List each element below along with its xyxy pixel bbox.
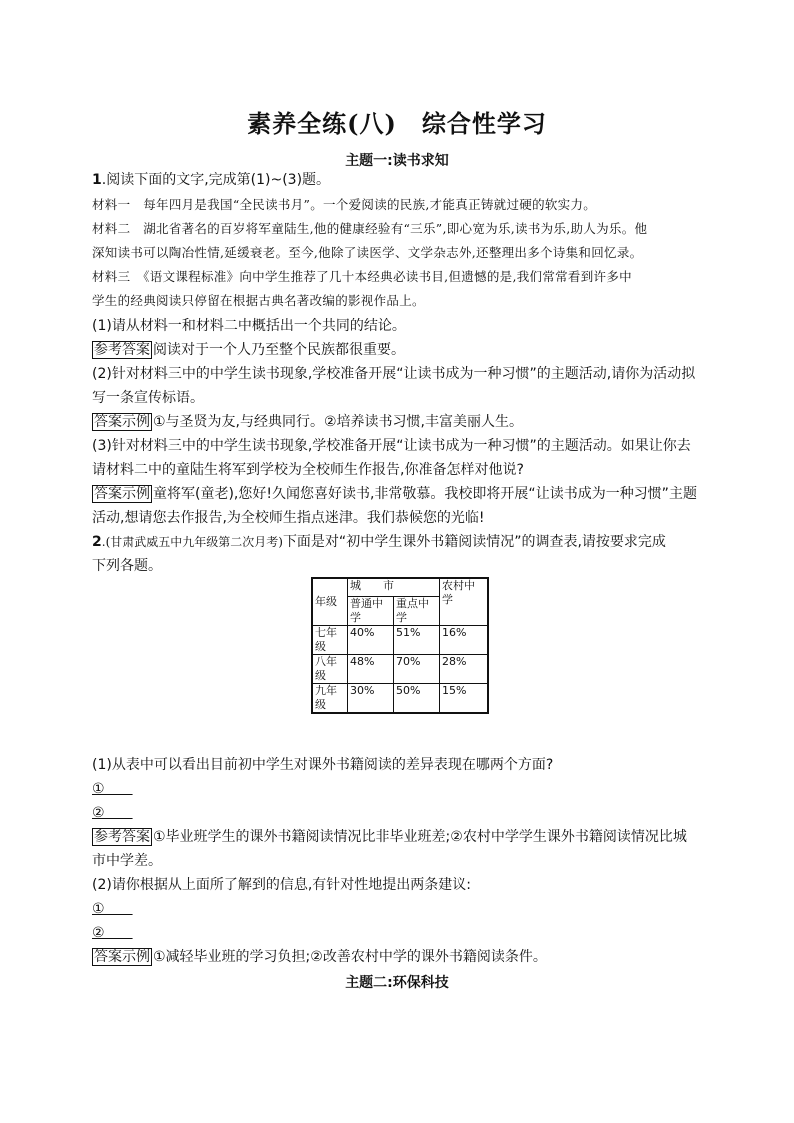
material-two-line-2: 深知读书可以陶冶性情,延缓衰老。至今,他除了读医学、文学杂志外,还整理出多个诗集和回忆录。 (92, 245, 643, 260)
q2-intro-text: 下面是对“初中学生课外书籍阅读情况”的调查表,请按要求完成 (282, 534, 666, 550)
q1-intro (92, 170, 330, 190)
sample-answer-tag: 答案示例 (94, 414, 150, 430)
header-city: 城 市 (348, 578, 440, 597)
rural-cell: 28% (440, 655, 489, 684)
q2-intro-line-1 (92, 532, 666, 552)
q2-sub1-question: (1)从表中可以看出目前初中学生对课外书籍阅读的差异表现在哪两个方面? (92, 757, 554, 773)
table-row (312, 655, 488, 684)
q1-sub3-answer-text-1: 童将军(童老),您好!久闻您喜好读书,非常敬慕。我校即将开展“让读书成为一种习惯”主题 (153, 486, 697, 502)
blank-text: ① (92, 781, 133, 797)
page-title: 素养全练(八) 综合性学习 (247, 109, 547, 138)
rural-cell: 15% (440, 684, 489, 714)
q1-sub2-answer (92, 412, 523, 432)
table-row (312, 626, 488, 655)
reference-answer-tag: 参考答案 (94, 342, 150, 358)
sample-answer-tag: 答案示例 (94, 949, 150, 965)
q1-sub1-answer-text: 阅读对于一个人乃至整个民族都很重要。 (153, 342, 405, 358)
q2-sub2-answer-text: ①减轻毕业班的学习负担;②改善农村中学的课外书籍阅读条件。 (153, 949, 547, 965)
q1-sub3-question-1: (3)针对材料三中的中学生读书现象,学校准备开展“让读书成为一种习惯”的主题活动。如果让你去 (92, 438, 691, 454)
material-three-text-1: 《语文课程标准》向中学生推荐了几十本经典必读书目,但遗憾的是,我们常常看到许多中 (143, 269, 632, 284)
rural-cell: 16% (440, 626, 489, 655)
material-two-text-1: 湖北省著名的百岁将军童陆生,他的健康经验有“三乐”,即心宽为乐,读书为乐,助人为乐。他 (143, 221, 648, 236)
blank-text: ② (92, 925, 133, 941)
table-row (312, 684, 488, 714)
material-three-label: 材料三 (92, 269, 131, 284)
q1-sub2-question-1: (2)针对材料三中的中学生读书现象,学校准备开展“让读书成为一种习惯”的主题活动,请你为活动拟 (92, 366, 696, 382)
material-one-label: 材料一 (92, 197, 131, 212)
header-rural: 农村中学 (440, 578, 489, 626)
answer-blank-2[interactable] (92, 803, 133, 823)
q2-sub1-answer-2: 市中学差。 (92, 853, 162, 869)
q1-sub2-answer-text: ①与圣贤为友,与经典同行。②培养读书习惯,丰富美丽人生。 (153, 414, 524, 430)
ordinary-cell: 30% (348, 684, 394, 714)
material-one (92, 195, 596, 215)
q2-source: .(甘肃武威五中九年级第二次月考) (101, 535, 283, 549)
header-key: 重点中学 (394, 597, 440, 626)
q1-sub3-question-2: 请材料二中的童陆生将军到学校为全校师生作报告,你准备怎样对他说? (92, 462, 524, 478)
grade-cell: 八年级 (312, 655, 348, 684)
material-three-line-2: 学生的经典阅读只停留在根据古典名著改编的影视作品上。 (92, 293, 425, 308)
theme-two-heading: 主题二:环保科技 (345, 975, 449, 991)
material-one-text: 每年四月是我国“全民读书月”。一个爱阅读的民族,才能真正铸就过硬的软实力。 (143, 197, 597, 212)
q2-intro-line-2: 下列各题。 (92, 558, 162, 574)
q2-number: 2 (92, 534, 102, 550)
material-three-line-1 (92, 267, 632, 287)
ordinary-cell: 48% (348, 655, 394, 684)
key-cell: 70% (394, 655, 440, 684)
grade-cell: 七年级 (312, 626, 348, 655)
q1-sub2-question-2: 写一条宣传标语。 (92, 390, 204, 406)
theme-one-heading: 主题一:读书求知 (345, 153, 449, 169)
q1-sub1-answer (92, 340, 405, 360)
q1-sub3-answer-2: 活动,想请您去作报告,为全校师生指点迷津。我们恭候您的光临! (92, 510, 485, 526)
sample-answer-tag: 答案示例 (94, 486, 150, 502)
material-two-line-1 (92, 219, 647, 239)
header-ordinary: 普通中学 (348, 597, 394, 626)
blank-text: ② (92, 805, 133, 821)
q1-intro-text: .阅读下面的文字,完成第(1)~(3)题。 (101, 172, 331, 188)
q2-sub1-answer-text-1: ①毕业班学生的课外书籍阅读情况比非毕业班差;②农村中学学生课外书籍阅读情况比城 (153, 829, 687, 845)
answer-blank-3[interactable] (92, 899, 133, 919)
q2-sub2-question: (2)请你根据从上面所了解到的信息,有针对性地提出两条建议: (92, 877, 471, 893)
q2-sub1-answer-1 (92, 827, 687, 847)
key-cell: 50% (394, 684, 440, 714)
reference-answer-tag: 参考答案 (94, 829, 150, 845)
key-cell: 51% (394, 626, 440, 655)
header-grade: 年级 (312, 578, 348, 626)
q1-sub3-answer-1 (92, 484, 697, 504)
q1-number: 1 (92, 172, 102, 188)
reading-survey-table (311, 577, 489, 714)
grade-cell: 九年级 (312, 684, 348, 714)
material-two-label: 材料二 (92, 221, 131, 236)
answer-blank-4[interactable] (92, 923, 133, 943)
q2-sub2-answer (92, 947, 547, 967)
answer-blank-1[interactable] (92, 779, 133, 799)
q1-sub1-question: (1)请从材料一和材料二中概括出一个共同的结论。 (92, 318, 406, 334)
ordinary-cell: 40% (348, 626, 394, 655)
blank-text: ① (92, 901, 133, 917)
